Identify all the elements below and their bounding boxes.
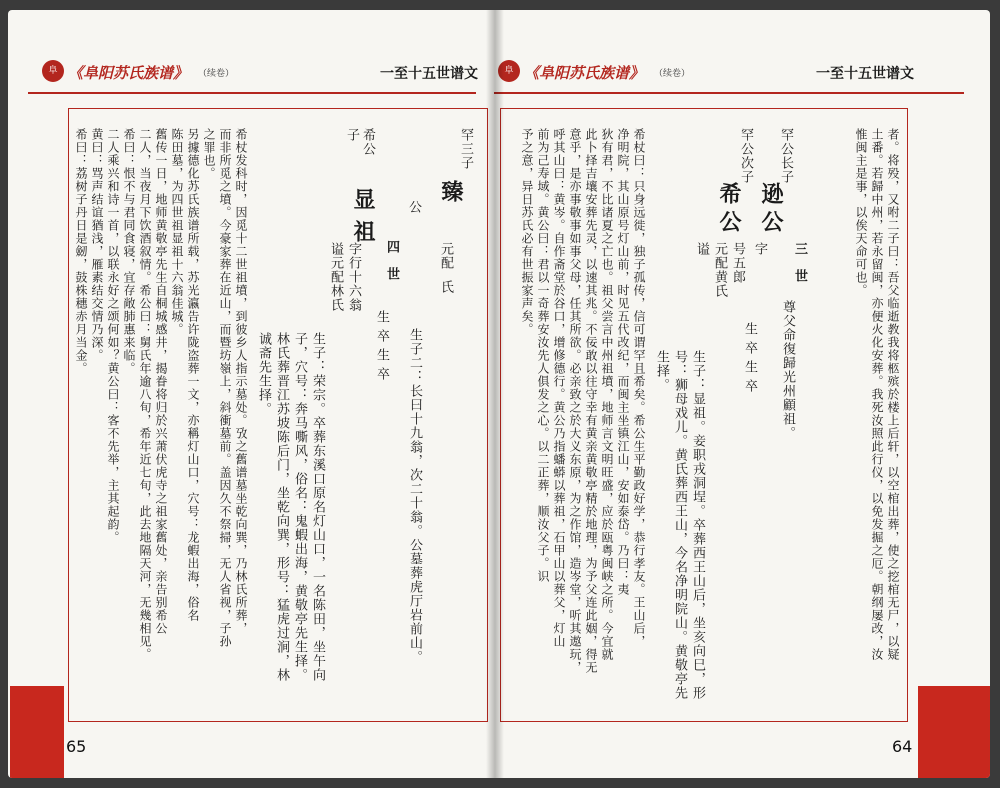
col-han-zhang: 罕公长子 <box>778 128 793 184</box>
col-r-body-4: 希杖曰：只身远徙，独子孤传，信可谓罕且希矣。希公生平勤政好学，恭行孝友。王山后， <box>632 128 646 648</box>
col-r-body-9: 呼其山曰：黄岑。自作斋堂於谷口，增修德行。黄公乃指蟠蟒以葬祖，石甲山以葬父，灯山 <box>552 128 566 648</box>
col-hao: 号五郎 <box>730 242 745 284</box>
book-subtitle: （续卷） <box>654 69 691 79</box>
col-r-body-3: 生择。 <box>654 350 669 392</box>
name-xun: 逊公 <box>758 182 784 238</box>
col-body-11: 舊传一日，地师黄敬亭先生自桐城感井，揭眷将归於兴萧伏虎寺之祖家舊处，亲告别希公 <box>154 128 168 635</box>
name-zu: 祖 <box>350 220 376 248</box>
book-gutter <box>486 10 504 778</box>
col-body-10: 陈田墓，为四世祖显祖十六翁佳城。 <box>170 128 184 336</box>
col-r-body-6: 狄有君，不比诸夏之亡也。祖父尝言中州祖墳，地师言文明旺盛，应於瓯粤闽峡之所。今宜就 <box>600 128 614 661</box>
col-body-3: 子，穴号：奔马嘶风，俗名：鬼蝦出海，黄敬亭先生择。 <box>292 332 307 682</box>
col-body-5: 诚斋先生择。 <box>256 332 271 416</box>
col-r-body-5: 净明院，其山原号灯山前，时见五代改纪，而闽主坐镇江山，安如泰岱。乃曰：夷 <box>616 128 630 596</box>
col-body-6: 希杖发科时，因觅十二世祖墳，到彼乡人指示墓处。攷之舊谱墓坐乾向巽，乃林氏所葬， <box>234 128 248 635</box>
right-header <box>494 60 990 86</box>
name-xi: 希公 <box>716 182 742 238</box>
book-title: 《阜阳苏氏族谱》 <box>524 64 645 82</box>
col-zihang: 字行十六翁 <box>346 242 361 312</box>
col-r-body-2: 号：狮母戏儿。黄氏葬西王山，今名净明院山。黄敬亭先 <box>672 350 687 700</box>
col-r-body-7: 此卜择吉壤安葬先灵，以速其兆。不佞敢以往守幸有黄亲黄敬亭精於地理，为予父连此姻，得无 <box>584 128 598 674</box>
page-number: 64 <box>892 737 913 756</box>
col-shengzu: 生卒生卒 <box>742 322 757 398</box>
col-zunfu: 尊父命復歸光州顧祖。 <box>780 300 795 440</box>
col-body-15: 黄曰：骂声结谊猶浅，雁素结交情乃深。 <box>90 128 104 362</box>
col-zi: 字 <box>752 242 767 256</box>
book-title: 《阜阳苏氏族谱》 <box>68 64 189 82</box>
col-r-body-8: 意乎，是亦事敬事如事父母，任其所欲。必亲致之於大义东原，为之作馆，造岑堂，听其遨玩， <box>568 128 582 674</box>
col-shi-pei: 谥元配林氏 <box>328 242 343 312</box>
corner-block <box>10 686 64 778</box>
col-body-7: 而非所觅之墳。今豪家葬在近山，而暨坊嶺上，斜衝墓前。盖因久不祭掃，无人省视，子孙 <box>218 128 232 648</box>
col-body-16: 希曰：荔树子丹日是劒，鼓株穗赤月当金。 <box>74 128 88 375</box>
section-title: 一至十五世谱文 <box>816 66 914 82</box>
corner-block <box>918 686 990 778</box>
left-page <box>8 10 494 778</box>
col-body-12: 二人，当夜月下饮酒叙情。希公曰：舅氏年逾八旬，希年近七旬，此去地隔天河，无幾相见。 <box>138 128 152 661</box>
book-subtitle: （续卷） <box>198 69 235 79</box>
header-rule <box>28 92 476 94</box>
clan-logo-icon: 阜 <box>498 60 520 82</box>
col-r-2: 土番。若歸中州，若永留闽，亦便火化安葬。我死汝照此行仪，以免发掘之厄。朝纲屡改，汝 <box>870 128 884 661</box>
generation-label: 四世 <box>384 240 399 294</box>
clan-logo-icon: 阜 <box>42 60 64 82</box>
col-2: 公 <box>406 200 421 214</box>
col-zi: 子 <box>344 128 359 142</box>
col-body-4: 林氏葬晋江苏坡陈后门，坐乾向巽，形号：猛虎过涧，林 <box>274 332 289 682</box>
col-yuanpei: 元配 <box>438 242 453 270</box>
col-body-1: 生子二：长曰十九翁，次二十翁。公墓葬虎厅岩前山。 <box>407 328 422 664</box>
name-xian: 显 <box>350 188 376 216</box>
col-shengzu: 生卒生卒 <box>374 310 389 386</box>
col-r-body-11: 予之意，异日苏氏必有世振家声矣。 <box>520 128 534 336</box>
col-r-1: 者。将殁，又咐二子曰：吾父临逝教我将柩殡於楼上后轩，以空棺出葬，使之挖棺无尸，以疑 <box>886 128 900 661</box>
generation-label: 三世 <box>792 242 807 296</box>
left-header <box>8 60 494 86</box>
col-r-3: 惟闽主是事，以俟天命可也。 <box>854 128 868 297</box>
col-shi: 氏 <box>438 280 453 294</box>
header-rule <box>494 92 964 94</box>
col-r-body-10: 前为己寿域。黄公曰：君以一奇葬安汝先人俱发之心。以二正葬，顺汝父子。识 <box>536 128 550 583</box>
right-page <box>494 10 990 778</box>
page-number: 65 <box>66 737 87 756</box>
col-yuanpei-huang: 元配黄氏 <box>712 242 727 298</box>
col-r-body-1: 生子：显祖。妾职戎洞埕。卒葬西王山后，坐亥向巳，形 <box>690 350 705 700</box>
col-1: 罕三子 <box>458 128 473 170</box>
col-body-9: 另據德化苏氏族谱所载，苏光瀛告许陇盗葬一文，亦稱灯山口，穴号：龙蝦出海，俗名 <box>186 128 200 622</box>
col-body-13: 希曰：恨不与君同食寝，宜存敞肺惠来临。 <box>122 128 136 375</box>
col-han-ci: 罕公次子 <box>738 128 753 184</box>
name-zhen: 臻 <box>438 180 464 208</box>
col-body-2: 生子：荣宗。卒葬东溪口原名灯山口，一名陈田，坐午向 <box>310 332 325 682</box>
col-body-14: 二人乘兴和诗一首，以联永好之颂何如？黄公曰：客不先举，主其起韵。 <box>106 128 120 544</box>
section-title: 一至十五世谱文 <box>380 66 478 82</box>
col-xigong: 希公 <box>360 128 375 156</box>
col-body-8: 之罪也。 <box>202 128 216 180</box>
col-shi: 谥 <box>694 242 709 256</box>
